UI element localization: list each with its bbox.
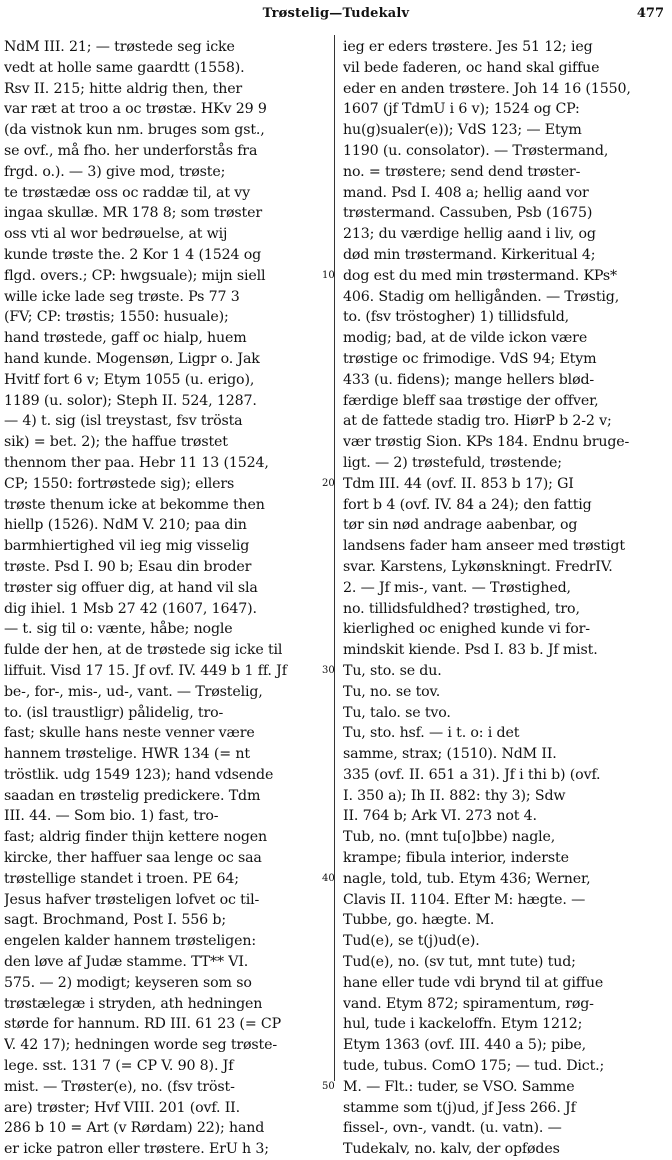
- text-line: Tu, sto. se du.: [343, 662, 442, 679]
- text-line: engelen kalder hannem trøsteligen:: [4, 933, 256, 950]
- line-number: 50: [322, 1081, 335, 1092]
- text-line: 1190 (u. consolator). — Trøstermand,: [343, 142, 609, 159]
- text-line: hul, tude i kackeloffn. Etym 1212;: [343, 1016, 583, 1033]
- text-line: te trøstædæ oss oc raddæ til, at vy: [4, 184, 250, 201]
- text-line: 1607 (jf TdmU i 6 v); 1524 og CP:: [343, 101, 580, 118]
- text-line: trøstermand. Cassuben, Psb (1675): [343, 205, 593, 222]
- line-number: 20: [322, 477, 335, 489]
- text-line: 433 (u. fidens); mange hellers blød-: [343, 371, 595, 388]
- text-line: Etym 1363 (ovf. III. 440 a 5); pibe,: [343, 1037, 586, 1054]
- text-line: Tubbe, go. hægte. M.: [343, 912, 495, 929]
- text-line: — t. sig til o: vænte, håbe; nogle: [4, 621, 233, 638]
- text-line: liffuit. Visd 17 15. Jf ovf. IV. 449 b 1 ff. Jf: [4, 662, 287, 679]
- text-line: Hvitf fort 6 v; Etym 1055 (u. erigo),: [4, 371, 255, 388]
- text-line: modig; bad, at de vilde ickon være: [343, 330, 588, 347]
- text-line: M. — Flt.: tuder, se VSO. Samme: [343, 1078, 575, 1095]
- text-line: trøster sig offuer dig, at hand vil sla: [4, 579, 258, 596]
- text-line: fast; skulle hans neste venner være: [4, 725, 255, 742]
- text-line: kunde trøste the. 2 Kor 1 4 (1524 og: [4, 246, 262, 263]
- text-line: 406. Stadig om helligånden. — Trøstig,: [343, 288, 620, 305]
- text-line: trøste thenum icke at bekomme then: [4, 496, 265, 513]
- text-line: thennom ther paa. Hebr 11 13 (1524,: [4, 454, 269, 471]
- text-line: trøstellige standet i troen. PE 64;: [4, 870, 239, 887]
- text-line: hane eller tude vdi brynd til at giffue: [343, 974, 604, 991]
- text-line: frgd. o.). — 3) give mod, trøste;: [4, 163, 226, 180]
- text-line: mindskit kiende. Psd I. 83 b. Jf mist.: [343, 642, 598, 659]
- text-line: vil bede faderen, oc hand skal giffue: [343, 59, 600, 76]
- text-line: be-, for-, mis-, ud-, vant. — Trøstelig,: [4, 683, 263, 700]
- text-line: Tu, no. se tov.: [343, 683, 441, 700]
- text-line: kierlighed oc enighed kunde vi for-: [343, 621, 590, 638]
- text-line: eder en anden trøstere. Joh 14 16 (1550,: [343, 80, 631, 97]
- text-line: var ræt at troo a oc trøstæ. HKv 29 9: [4, 101, 267, 118]
- right-column: [343, 37, 669, 1160]
- text-line: 213; du værdige hellig aand i liv, og: [343, 226, 596, 243]
- text-line: V. 42 17); hedningen worde seg trøste-: [4, 1037, 277, 1054]
- text-line: no. = trøstere; send dend trøster-: [343, 163, 581, 180]
- text-line: sagt. Brochmand, Post I. 556 b;: [4, 912, 226, 929]
- text-line: II. 764 b; Ark VI. 273 not 4.: [343, 808, 537, 825]
- text-line: fort b 4 (ovf. IV. 84 a 24); den fattig: [343, 496, 592, 513]
- page-header: [0, 0, 672, 28]
- text-line: færdige bleff saa trøstige der offver,: [343, 392, 599, 409]
- text-line: kircke, ther haffuer saa lenge oc saa: [4, 850, 262, 867]
- text-line: oss vti al wor bedrøuelse, at wij: [4, 226, 228, 243]
- text-line: (FV; CP: trøstis; 1550: husuale);: [4, 309, 229, 326]
- text-line: tør sin nød andrage aabenbar, og: [343, 517, 578, 534]
- text-line: død min trøstermand. Kirkeritual 4;: [343, 246, 596, 263]
- text-line: samme, strax; (1510). NdM II.: [343, 746, 557, 763]
- text-line: sik) = bet. 2); the haffue trøstet: [4, 434, 228, 451]
- text-line: mist. — Trøster(e), no. (fsv tröst-: [4, 1078, 235, 1095]
- text-line: (da vistnok kun nm. bruges som gst.,: [4, 122, 265, 139]
- text-line: to. (fsv tröstogher) 1) tillidsfuld,: [343, 309, 569, 326]
- running-head: Trøstelig—Tudekalv: [262, 6, 410, 21]
- line-number: 30: [322, 665, 335, 676]
- text-line: størde for hannum. RD III. 61 23 (= CP: [4, 1016, 282, 1033]
- text-line: CP; 1550: fortrøstede sig); ellers: [4, 475, 235, 492]
- text-line: hand kunde. Mogensøn, Ligpr o. Jak: [4, 350, 260, 367]
- text-line: hiellp (1526). NdM V. 210; paa din: [4, 517, 247, 534]
- text-line: — 4) t. sig (isl treystast, fsv trösta: [4, 413, 243, 430]
- text-line: dig ihiel. 1 Msb 27 42 (1607, 1647).: [4, 600, 257, 617]
- text-line: den løve af Judæ stamme. TT** VI.: [4, 954, 249, 971]
- text-line: er icke patron eller trøstere. ErU h 3;: [4, 1141, 269, 1158]
- text-line: flgd. overs.; CP: hwgsuale); mijn siell: [4, 267, 266, 284]
- text-line: hannem trøstelige. HWR 134 (= nt: [4, 746, 250, 763]
- text-line: Tu, sto. hsf. — i t. o: i det: [343, 725, 520, 742]
- text-line: vær trøstig Sion. KPs 184. Endnu bruge-: [343, 434, 630, 451]
- text-line: se ovf., må fho. her underforstås fra: [4, 142, 258, 159]
- line-number: 10: [322, 269, 335, 281]
- text-line: 1189 (u. solor); Steph II. 524, 1287.: [4, 392, 257, 409]
- text-line: saadan en trøstelig predickere. Tdm: [4, 787, 261, 804]
- text-line: at de fattede stadig tro. HiørP b 2-2 v;: [343, 413, 612, 430]
- text-line: 335 (ovf. II. 651 a 31). Jf i thi b) (ovf.: [343, 766, 601, 783]
- text-line: to. (isl traustligr) pålidelig, tro-: [4, 704, 224, 721]
- text-line: landsens fader ham anseer med trøstigt: [343, 538, 625, 555]
- text-line: NdM III. 21; — trøstede seg icke: [4, 39, 235, 55]
- text-line: trøste. Psd I. 90 b; Esau din broder: [4, 558, 252, 575]
- text-line: tude, tubus. ComO 175; — tud. Dict.;: [343, 1058, 605, 1075]
- text-line: Rsv II. 215; hitte aldrig then, ther: [4, 80, 243, 97]
- text-line: hand trøstede, gaff oc hialp, huem: [4, 330, 247, 347]
- text-line: Jesus hafver trøsteligen lofvet oc til-: [4, 891, 260, 908]
- text-line: Tud(e), se t(j)ud(e).: [343, 933, 480, 950]
- text-line: vedt at holle same gaardtt (1558).: [4, 59, 245, 76]
- text-line: 286 b 10 = Art (v Rørdam) 22); hand: [4, 1120, 265, 1137]
- text-line: stamme som t(j)ud, jf Jess 266. Jf: [343, 1099, 576, 1116]
- text-line: barmhiertighed vil ieg mig visselig: [4, 538, 250, 555]
- text-line: ingaa skullæ. MR 178 8; som trøster: [4, 205, 262, 222]
- line-number: 40: [322, 873, 335, 884]
- text-line: vand. Etym 872; spiramentum, røg-: [343, 995, 594, 1012]
- text-line: fulde der hen, at de trøstede sig icke til: [4, 642, 283, 659]
- text-line: lege. sst. 131 7 (= CP V. 90 8). Jf: [4, 1058, 234, 1075]
- left-column: [4, 37, 328, 1160]
- text-line: dog est du med min trøstermand. KPs*: [343, 267, 617, 284]
- text-line: no. tillidsfuldhed? trøstighed, tro,: [343, 600, 580, 617]
- column-divider: [334, 35, 335, 1081]
- text-line: mand. Psd I. 408 a; hellig aand vor: [343, 184, 589, 201]
- text-line: Tub, no. (mnt tu[o]bbe) nagle,: [343, 829, 556, 846]
- text-line: nagle, told, tub. Etym 436; Werner,: [343, 870, 591, 887]
- text-line: fissel-, ovn-, vandt. (u. vatn). —: [343, 1120, 562, 1137]
- text-line: wille icke lade seg trøste. Ps 77 3: [4, 288, 240, 305]
- text-line: Tud(e), no. (sv tut, mnt tute) tud;: [343, 954, 576, 971]
- text-line: ieg er eders trøstere. Jes 51 12; ieg: [343, 39, 593, 55]
- text-line: I. 350 a); Ih II. 882: thy 3); Sdw: [343, 787, 566, 804]
- text-line: are) trøster; Hvf VIII. 201 (ovf. II.: [4, 1099, 240, 1116]
- text-line: Clavis II. 1104. Efter M: hægte. —: [343, 891, 586, 908]
- text-line: fast; aldrig finder thijn kettere nogen: [4, 829, 268, 846]
- text-line: Tu, talo. se tvo.: [343, 704, 451, 721]
- page-number: 477: [636, 6, 664, 21]
- text-line: 575. — 2) modigt; keyseren som so: [4, 974, 252, 991]
- text-line: krampe; fibula interior, inderste: [343, 850, 569, 867]
- text-line: trøstælegæ i stryden, ath hedningen: [4, 995, 263, 1012]
- text-line: Tdm III. 44 (ovf. II. 853 b 17); GI: [343, 475, 574, 492]
- text-line: trøstige oc frimodige. VdS 94; Etym: [343, 350, 597, 367]
- text-line: tröstlik. udg 1549 123); hand vdsende: [4, 766, 274, 783]
- text-line: III. 44. — Som bio. 1) fast, tro-: [4, 808, 219, 825]
- text-line: svar. Karstens, Lykønskningt. FredrIV.: [343, 558, 613, 575]
- text-line: Tudekalv, no. kalv, der opfødes: [343, 1141, 560, 1158]
- text-line: ligt. — 2) trøstefuld, trøstende;: [343, 454, 562, 471]
- text-line: 2. — Jf mis-, vant. — Trøstighed,: [343, 579, 571, 596]
- text-line: hu(g)sualer(e)); VdS 123; — Etym: [343, 122, 582, 139]
